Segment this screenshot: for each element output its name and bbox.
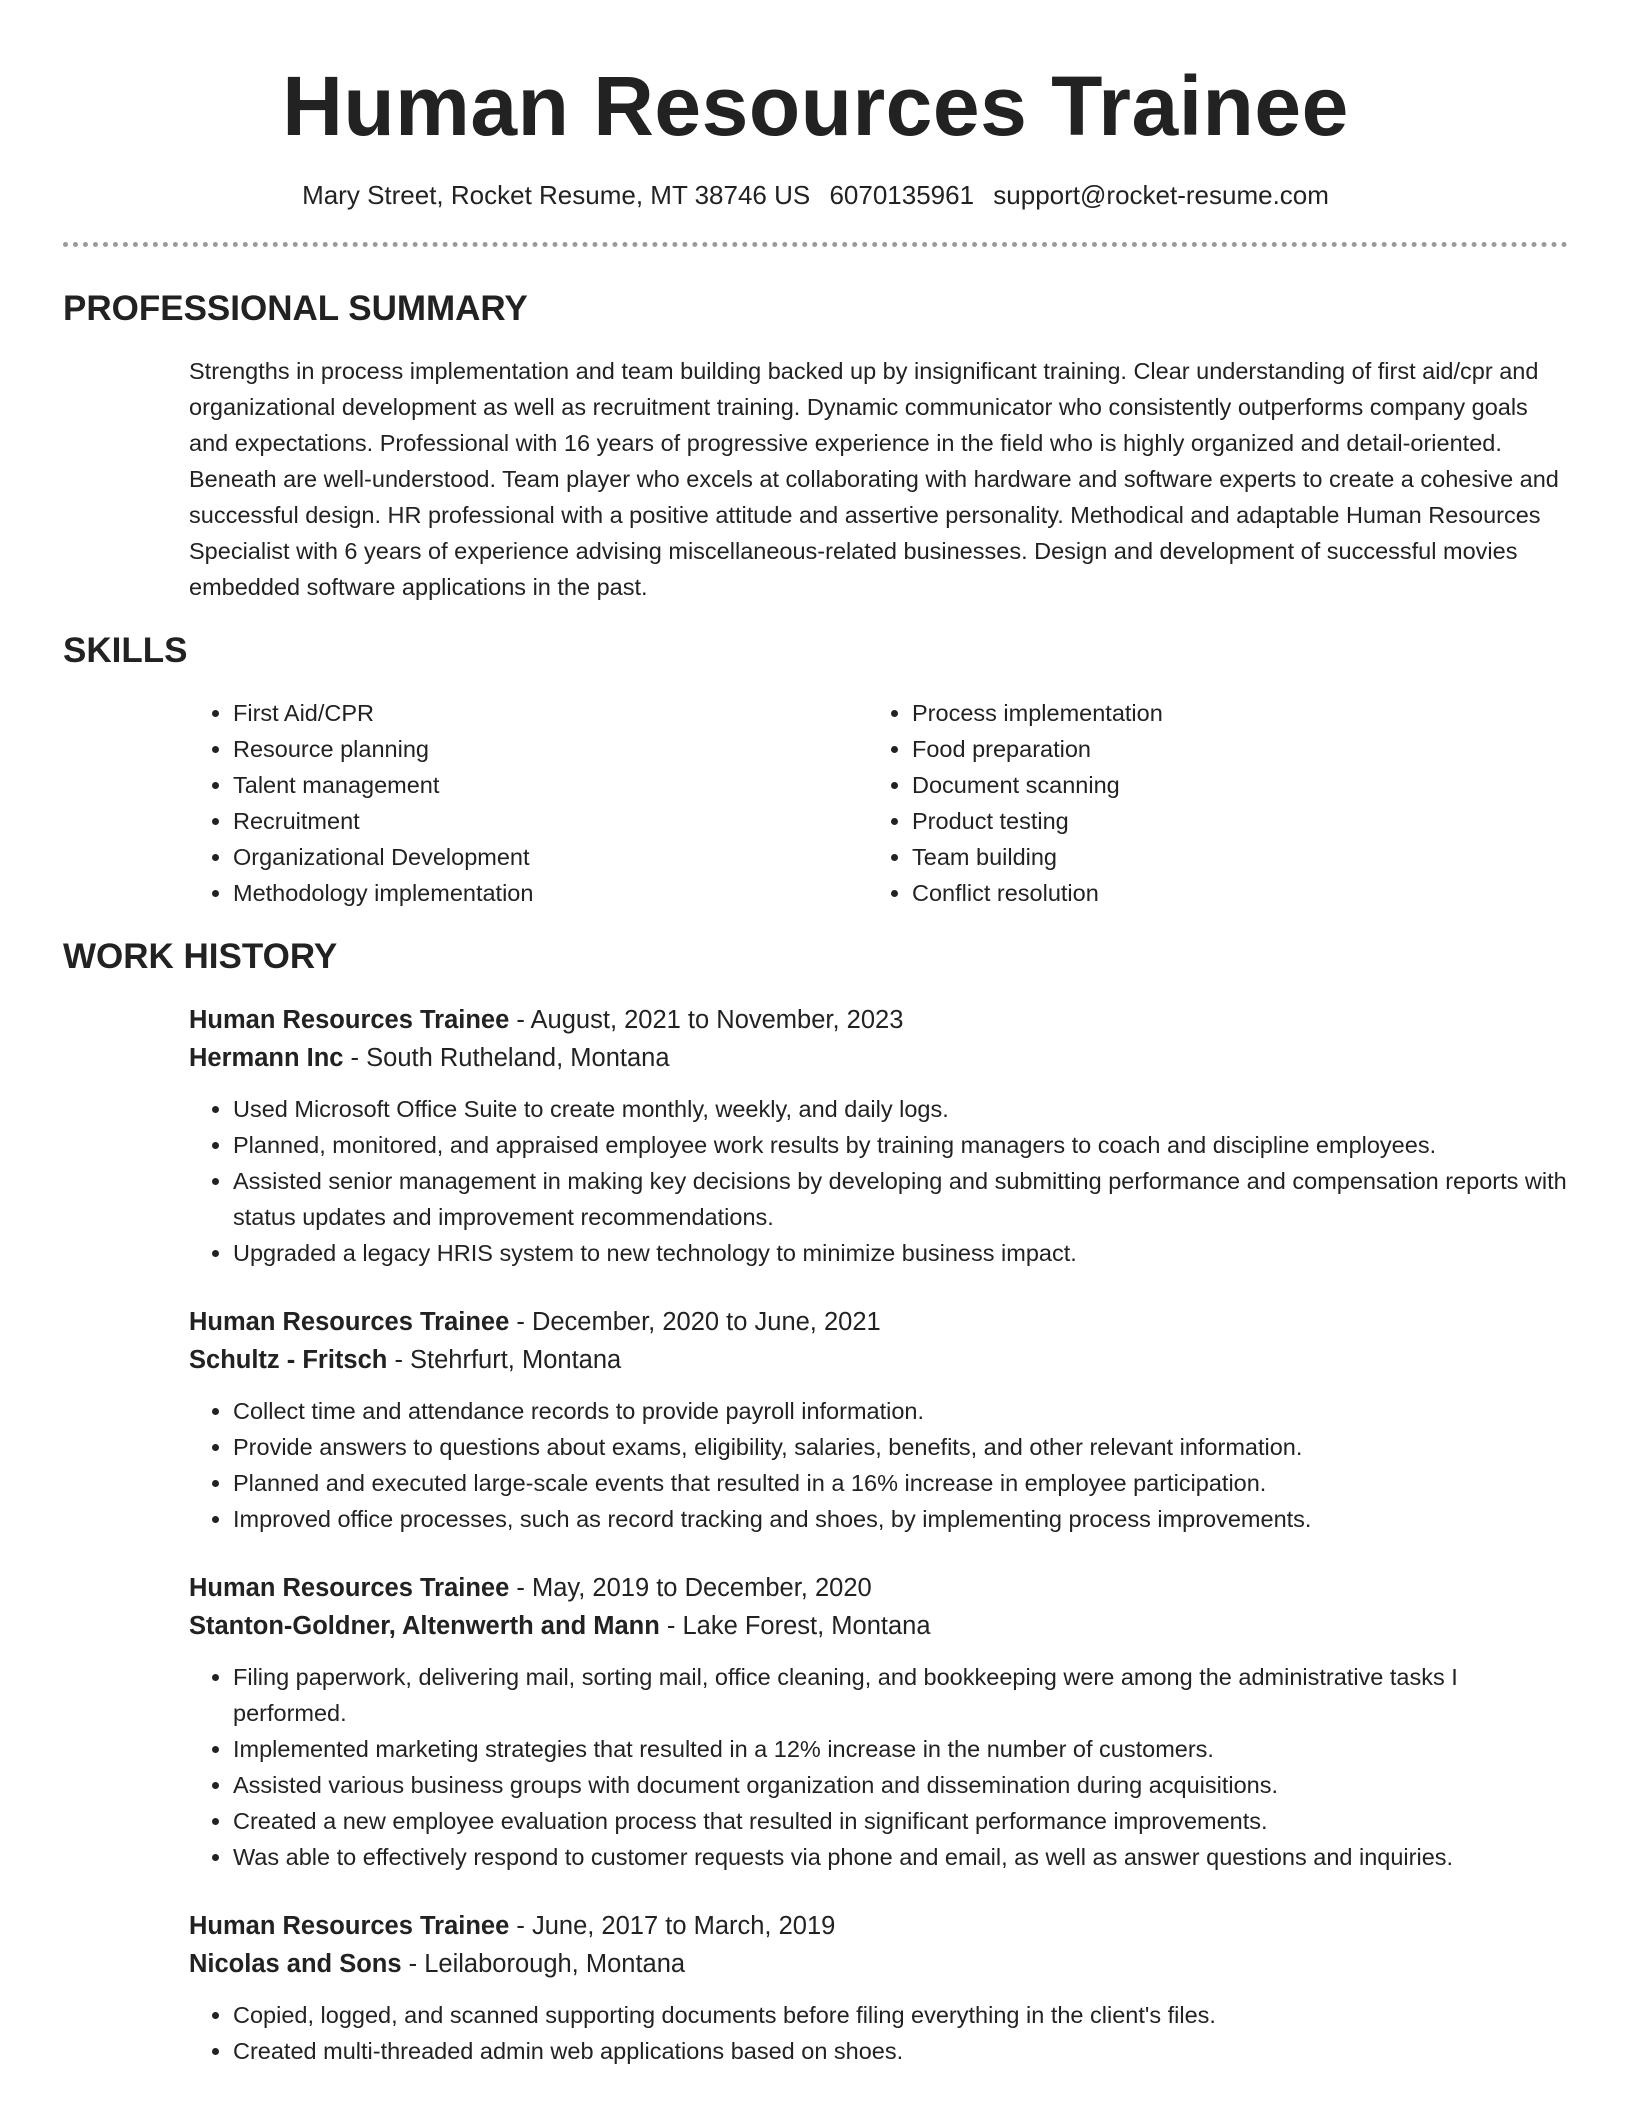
job-bullet: • Assisted various business groups with document organization and dissemination during acquisitions. — [233, 1767, 1568, 1803]
job-bullets — [189, 1997, 1568, 2069]
job-company: Stanton-Goldner, Altenwerth and Mann — [189, 1612, 660, 1640]
skill-item: • Team building — [912, 839, 1547, 875]
contact-phone: 6070135961 — [829, 180, 975, 210]
job-bullet: • Used Microsoft Office Suite to create monthly, weekly, and daily logs. — [233, 1091, 1568, 1127]
job-bullet: • Planned, monitored, and appraised employee work results by training managers to coach and discipline employees. — [233, 1127, 1568, 1163]
contact-email: support@rocket-resume.com — [993, 180, 1329, 210]
job-company-line — [189, 1039, 1568, 1077]
job-company-line — [189, 1341, 1568, 1379]
job-bullet: • Provide answers to questions about exams, eligibility, salaries, benefits, and other relevant information. — [233, 1429, 1568, 1465]
skill-item: • Talent management — [233, 767, 868, 803]
header-divider — [63, 242, 1568, 247]
job-dates: - December, 2020 to June, 2021 — [509, 1308, 881, 1336]
job-location: - South Rutheland, Montana — [343, 1044, 670, 1072]
skills-list — [189, 695, 1568, 911]
job-entry — [189, 1907, 1568, 2069]
job-role-line — [189, 1907, 1568, 1945]
skill-item: • Methodology implementation — [233, 875, 868, 911]
job-bullet: • Planned and executed large-scale events that resulted in a 16% increase in employee participation. — [233, 1465, 1568, 1501]
job-company: Schultz - Fritsch — [189, 1346, 388, 1374]
job-dates: - June, 2017 to March, 2019 — [509, 1912, 836, 1940]
job-bullet: • Upgraded a legacy HRIS system to new technology to minimize business impact. — [233, 1235, 1568, 1271]
skill-item: • Food preparation — [912, 731, 1547, 767]
job-bullets — [189, 1659, 1568, 1875]
job-bullet: • Collect time and attendance records to provide payroll information. — [233, 1393, 1568, 1429]
job-dates: - August, 2021 to November, 2023 — [509, 1006, 904, 1034]
job-bullet: • Implemented marketing strategies that resulted in a 12% increase in the number of customers. — [233, 1731, 1568, 1767]
job-bullets — [189, 1393, 1568, 1537]
job-role-line — [189, 1001, 1568, 1039]
job-bullet: • Filing paperwork, delivering mail, sorting mail, office cleaning, and bookkeeping were among the administrative tasks I performed. — [233, 1659, 1568, 1731]
skill-item: • Conflict resolution — [912, 875, 1547, 911]
job-entry — [189, 1001, 1568, 1271]
job-company: Hermann Inc — [189, 1044, 344, 1072]
job-role: Human Resources Trainee — [189, 1006, 510, 1034]
job-location: - Lake Forest, Montana — [659, 1612, 931, 1640]
job-bullet: • Was able to effectively respond to customer requests via phone and email, as well as answer questions and inquiries. — [233, 1839, 1568, 1875]
job-bullet: • Assisted senior management in making key decisions by developing and submitting performance and compensation reports with status updates and improvement recommendations. — [233, 1163, 1568, 1235]
job-role: Human Resources Trainee — [189, 1308, 510, 1336]
job-bullet: • Improved office processes, such as record tracking and shoes, by implementing process improvements. — [233, 1501, 1568, 1537]
job-role: Human Resources Trainee — [189, 1574, 510, 1602]
job-entry — [189, 1303, 1568, 1537]
job-company-line — [189, 1607, 1568, 1645]
job-location: - Leilaborough, Montana — [401, 1950, 686, 1978]
job-entry — [189, 1569, 1568, 1875]
skill-item: • Resource planning — [233, 731, 868, 767]
resume-name-heading: Human Resources Trainee — [282, 59, 1349, 153]
skill-item: • Organizational Development — [233, 839, 868, 875]
work-history-section-title: WORK HISTORY — [63, 937, 338, 976]
skill-item: • First Aid/CPR — [233, 695, 868, 731]
skill-item: • Document scanning — [912, 767, 1547, 803]
contact-address: Mary Street, Rocket Resume, MT 38746 US — [302, 180, 811, 210]
job-bullet: • Copied, logged, and scanned supporting documents before filing everything in the client's files. — [233, 1997, 1568, 2033]
summary-section-title: PROFESSIONAL SUMMARY — [63, 289, 528, 328]
job-role-line — [189, 1569, 1568, 1607]
skills-column-right — [868, 695, 1547, 911]
job-company: Nicolas and Sons — [189, 1950, 402, 1978]
job-company-line — [189, 1945, 1568, 1983]
skill-item: • Recruitment — [233, 803, 868, 839]
skills-column-left — [189, 695, 868, 911]
resume-page — [63, 0, 1568, 2069]
job-role: Human Resources Trainee — [189, 1912, 510, 1940]
contact-line — [63, 178, 1568, 212]
job-bullet: • Created multi-threaded admin web applications based on shoes. — [233, 2033, 1568, 2069]
skill-item: • Process implementation — [912, 695, 1547, 731]
skill-item: • Product testing — [912, 803, 1547, 839]
job-bullet: • Created a new employee evaluation process that resulted in significant performance improvements. — [233, 1803, 1568, 1839]
skills-section-title: SKILLS — [63, 631, 188, 670]
job-location: - Stehrfurt, Montana — [387, 1346, 622, 1374]
job-dates: - May, 2019 to December, 2020 — [509, 1574, 872, 1602]
job-bullets — [189, 1091, 1568, 1271]
summary-text: Strengths in process implementation and team building backed up by insignificant training. Clear understanding of first aid/cpr and organizational development as well as recruitment training. Dynamic communicator who consistently outperforms company goals and expectations. Professional with 16 years of progressive experience in the field who is highly organized and detail-oriented. Beneath are well-understood. Team player who excels at collaborating with hardware and software experts to create a cohesive and successful design. HR professional with a positive attitude and assertive personality. Methodical and adaptable Human Resources Specialist with 6 years of experience advising miscellaneous-related businesses. Design and development of successful movies embedded software applications in the past. — [189, 358, 1559, 600]
job-role-line — [189, 1303, 1568, 1341]
